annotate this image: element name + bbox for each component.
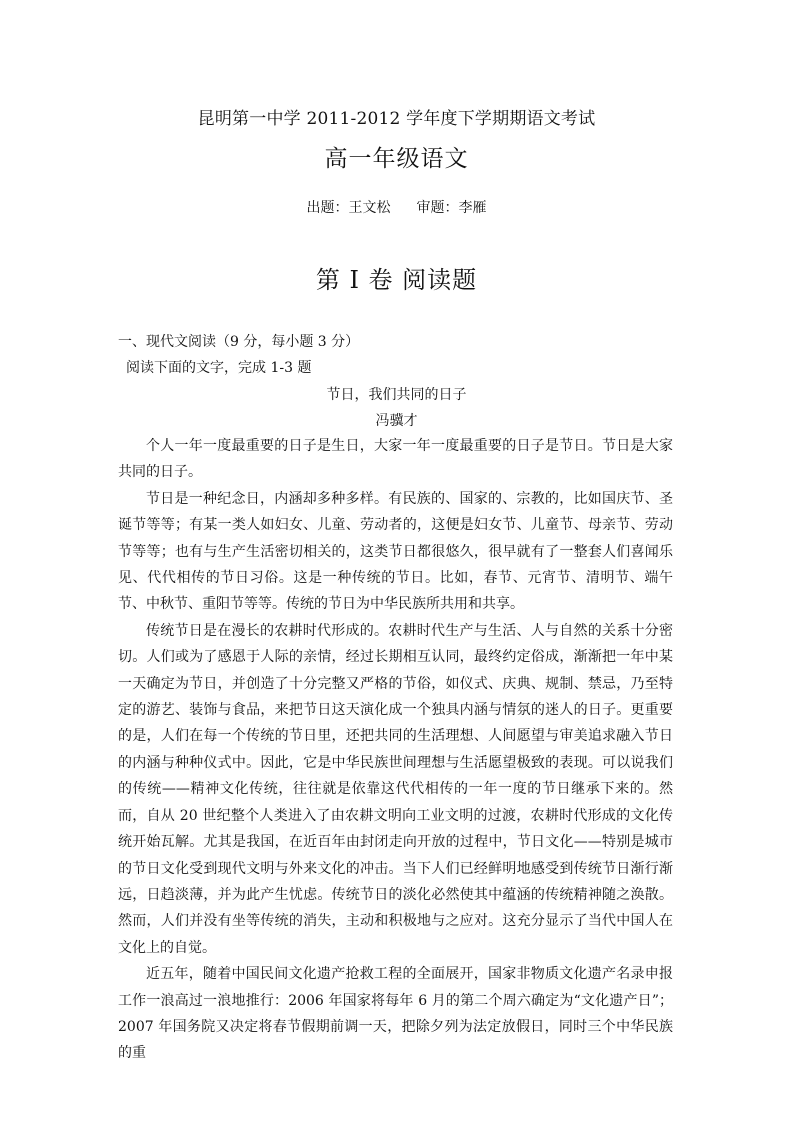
paragraph: 个人一年一度最重要的日子是生日，大家一年一度最重要的日子是节日。节日是大家共同的日子。 [118, 438, 673, 481]
exam-title: 昆明第一中学 2011-2012 学年度下学期期语文考试 [197, 109, 596, 129]
setter-label: 出题：王文松 [306, 200, 391, 216]
volume-title: 第 I 卷 阅读题 [315, 266, 478, 294]
paragraph: 传统节日是在漫长的农耕时代形成的。农耕时代生产与生活、人与自然的关系十分密切。人们或为了感恩于人际的亲情，经过长期相互认同，最终约定俗成，渐渐把一年中某一天确定为节日，并创造了十分完整又严格的节俗，如仪式、庆典、规制、禁忌，乃至特定的游艺、装饰与食品，来把节日这天演化成一个独具内涵与情氛的迷人的日子。更重要的是，人们在每一个传统的节日里，还把共同的生活理想、人间愿望与审美追求融入节日的内涵与种种仪式中。因此，它是中华民族世间理想与生活愿望极致的表现。可以说我们的传统——精神文化传统，往往就是依靠这代代相传的一年一度的节日继承下来的。然而，自从 20 世纪整个人类进入了由农耕文明向工业文明的过渡，农耕时代形成的文化传统开始瓦解。尤其是我国，在近百年由封闭走向开放的过程中，节日文化——特别是城市的节日文化受到现代文明与外来文化的冲击。当下人们已经鲜明地感受到传统节日渐行渐远，日趋淡薄，并为此产生忧虑。传统节日的淡化必然使其中蕴涵的传统精神随之涣散。然而，人们并没有坐等传统的消失，主动和积极地与之应对。这充分显示了当代中国人在文化上的自觉。 [118, 622, 673, 956]
exam-authors [0, 197, 793, 217]
article-body [118, 433, 673, 1067]
section-instruction: 阅读下面的文字，完成 1-3 题 [126, 360, 312, 376]
paragraph: 近五年，随着中国民间文化遗产抢救工程的全面展开，国家非物质文化遗产名录申报工作一浪高过一浪地推行：2006 年国家将每年 6 月的第二个周六确定为“文化遗产日”；2007 年国务院又决定将春节假期前调一天，把除夕列为法定放假日，同时三个中华民族的重 [118, 966, 673, 1062]
reviewer-label: 审题：李雁 [416, 200, 487, 216]
paragraph: 节日是一种纪念日，内涵却多种多样。有民族的、国家的、宗教的，比如国庆节、圣诞节等等；有某一类人如妇女、儿童、劳动者的，这便是妇女节、儿童节、母亲节、劳动节等等；也有与生产生活密切相关的，这类节日都很悠久，很早就有了一整套人们喜闻乐见、代代相传的节日习俗。这是一种传统的节日。比如，春节、元宵节、清明节、端午节、中秋节、重阳节等等。传统的节日为中华民族所共用和共享。 [118, 490, 673, 613]
section-heading: 一、现代文阅读（9 分，每小题 3 分） [118, 334, 360, 350]
article-author: 冯骥才 [375, 413, 418, 429]
article-title: 节日，我们共同的日子 [326, 387, 467, 403]
subject-title: 高一年级语文 [324, 146, 469, 172]
